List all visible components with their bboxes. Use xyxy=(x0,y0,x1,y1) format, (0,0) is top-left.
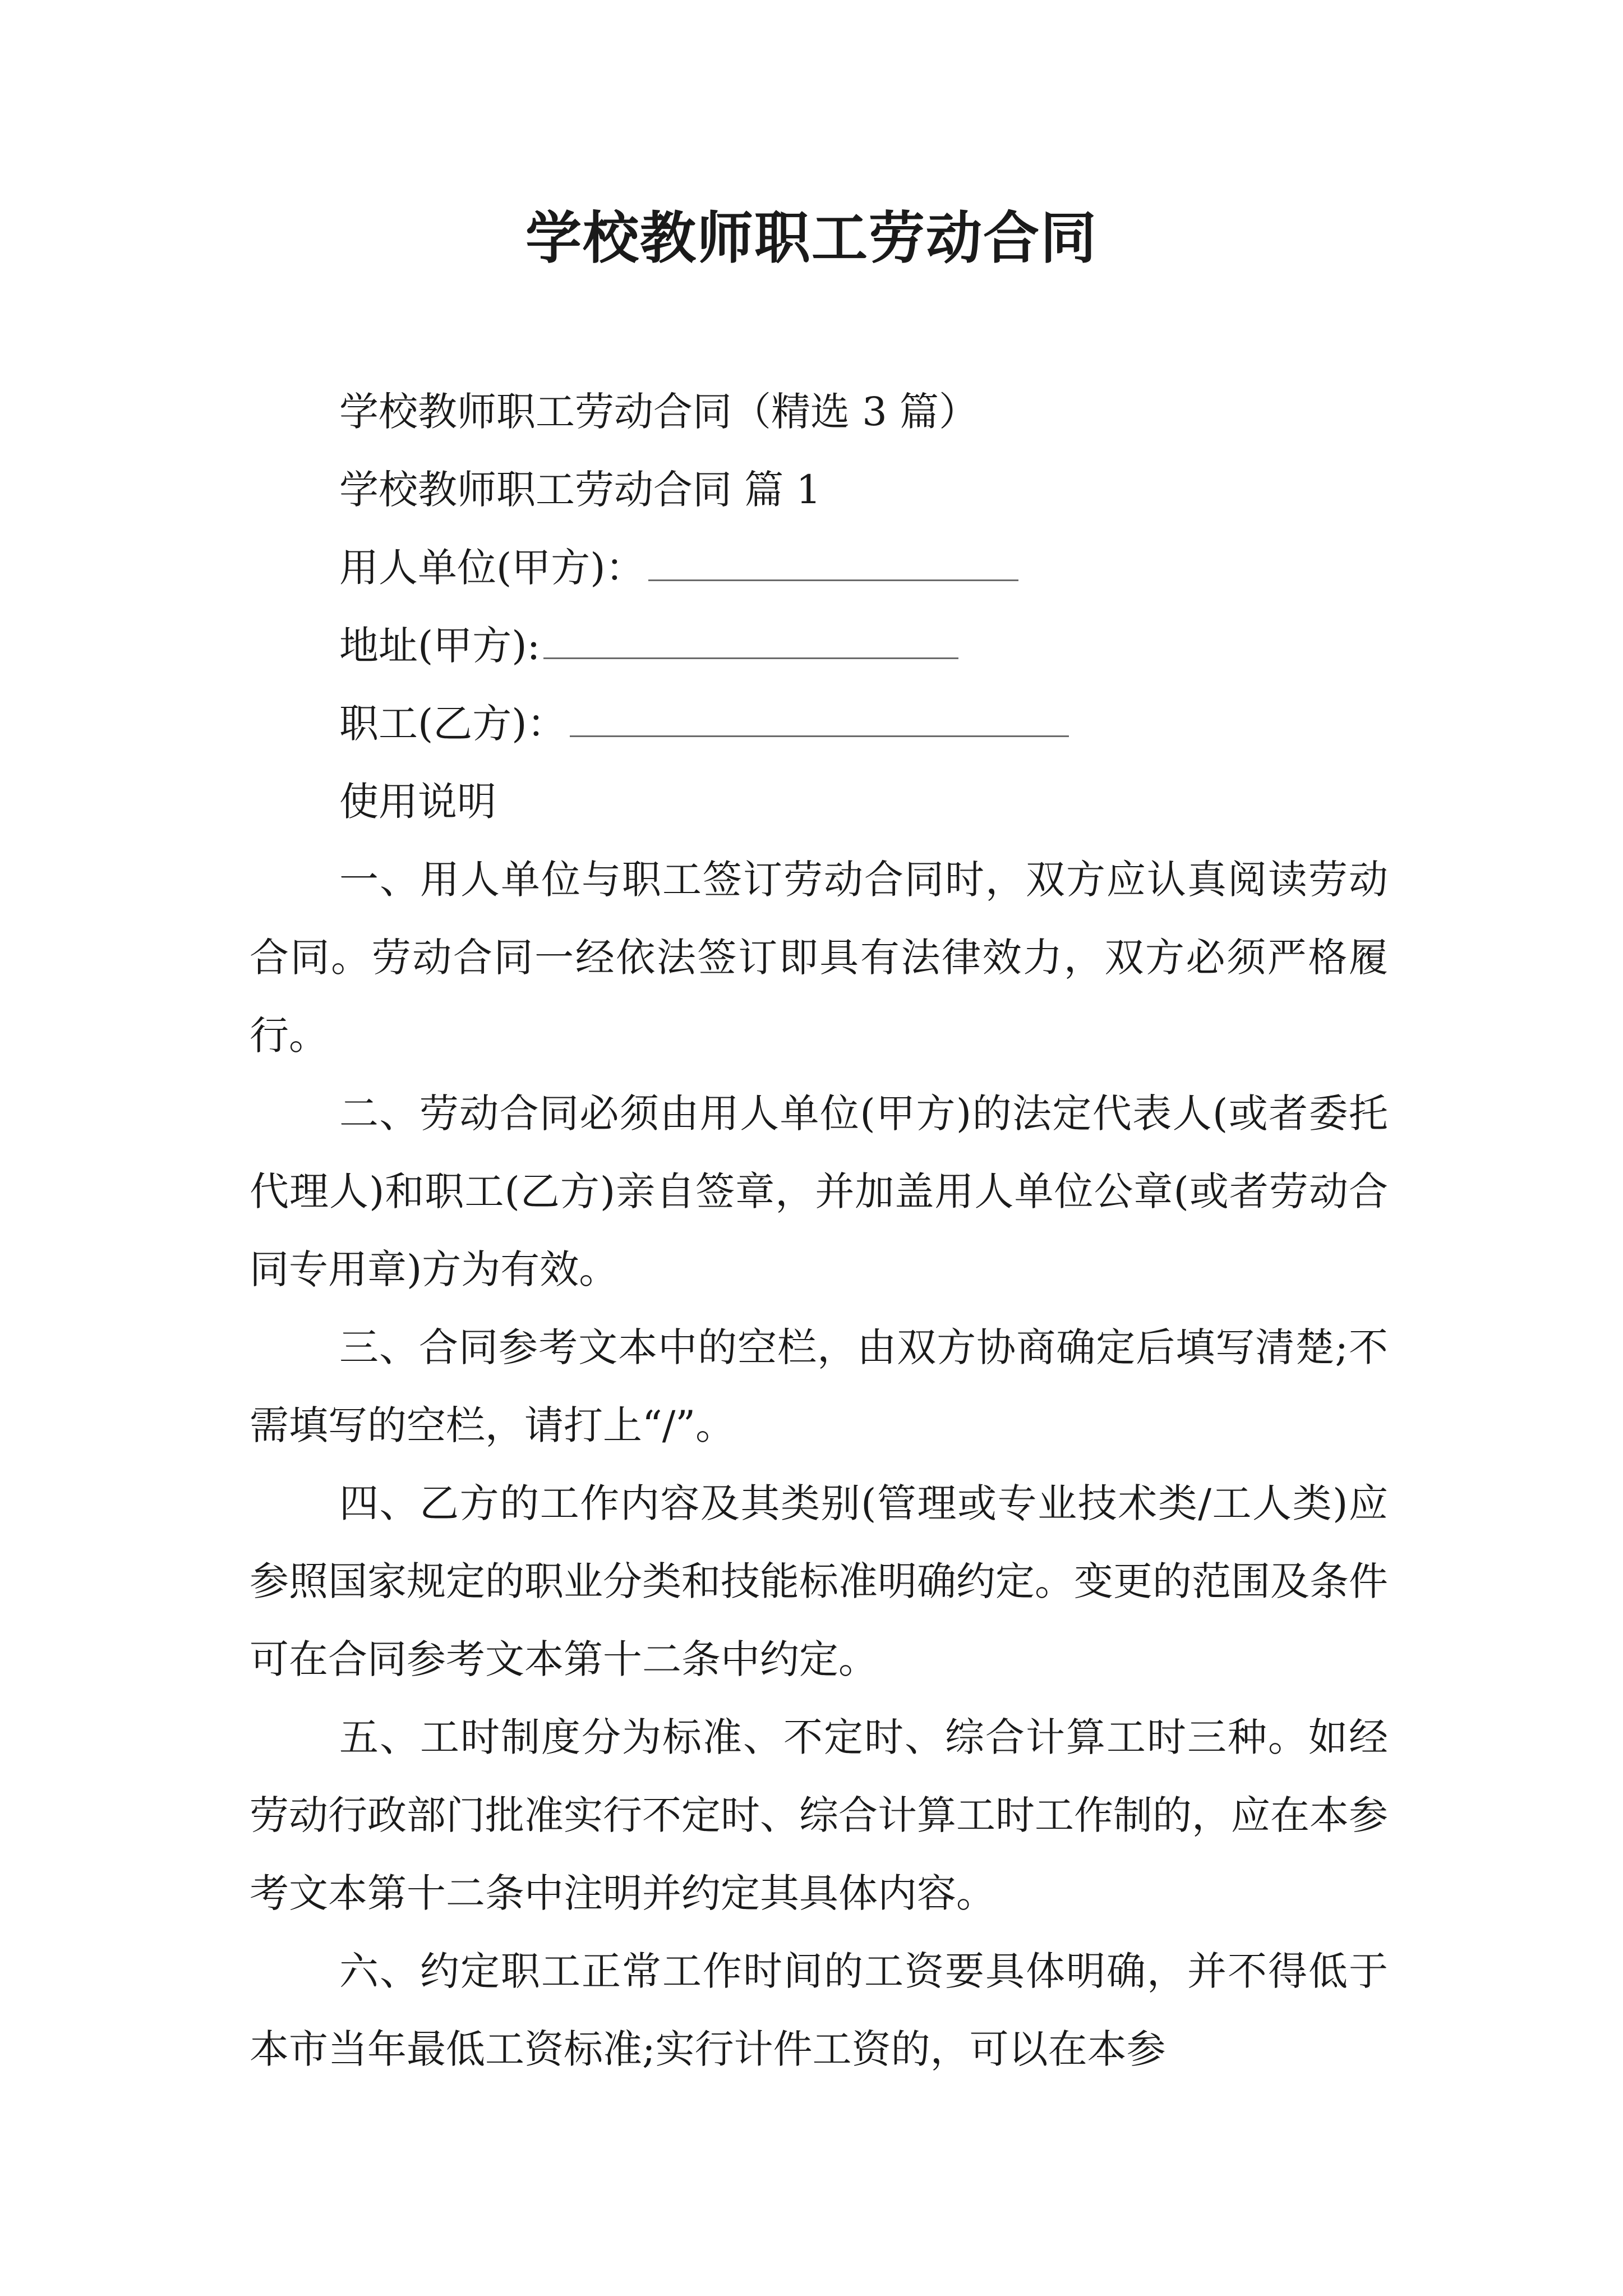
employee-field xyxy=(250,685,1388,763)
employee-field-label: 职工(乙方)： xyxy=(339,701,566,747)
address-field-blank[interactable] xyxy=(543,618,958,659)
employer-field-blank[interactable] xyxy=(648,540,1018,581)
usage-paragraph-3: 三、合同参考文本中的空栏，由双方协商确定后填写清楚;不需填写的空栏，请打上“/”。 xyxy=(250,1324,1388,1448)
address-field-label: 地址(甲方): xyxy=(339,623,541,669)
employee-field-blank[interactable] xyxy=(570,696,1069,737)
usage-paragraph-4: 四、乙方的工作内容及其类别(管理或专业技术类/工人类)应参照国家规定的职业分类和技能标准明确约定。变更的范围及条件可在合同参考文本第十二条中约定。 xyxy=(250,1480,1388,1682)
document-title: 学校教师职工劳动合同 xyxy=(525,205,1098,271)
usage-paragraph-6: 六、约定职工正常工作时间的工资要具体明确，并不得低于本市当年最低工资标准;实行计件工资的，可以在本参 xyxy=(250,1948,1388,2072)
employer-field xyxy=(250,529,1388,607)
section-heading: 学校教师职工劳动合同 篇 1 xyxy=(339,467,822,513)
document-body xyxy=(250,373,1388,2088)
employer-field-label: 用人单位(甲方)： xyxy=(339,545,645,591)
usage-paragraph-1: 一、用人单位与职工签订劳动合同时，双方应认真阅读劳动合同。劳动合同一经依法签订即具有法律效力，双方必须严格履行。 xyxy=(250,857,1388,1059)
document-subtitle: 学校教师职工劳动合同（精选 3 篇） xyxy=(339,389,979,435)
usage-heading: 使用说明 xyxy=(339,779,496,825)
address-field xyxy=(250,607,1388,685)
usage-paragraph-5: 五、工时制度分为标准、不定时、综合计算工时三种。如经劳动行政部门批准实行不定时、综合计算工时工作制的，应在本参考文本第十二条中注明并约定其具体内容。 xyxy=(250,1714,1388,1916)
usage-paragraph-2: 二、劳动合同必须由用人单位(甲方)的法定代表人(或者委托代理人)和职工(乙方)亲自签章，并加盖用人单位公章(或者劳动合同专用章)方为有效。 xyxy=(250,1091,1388,1292)
